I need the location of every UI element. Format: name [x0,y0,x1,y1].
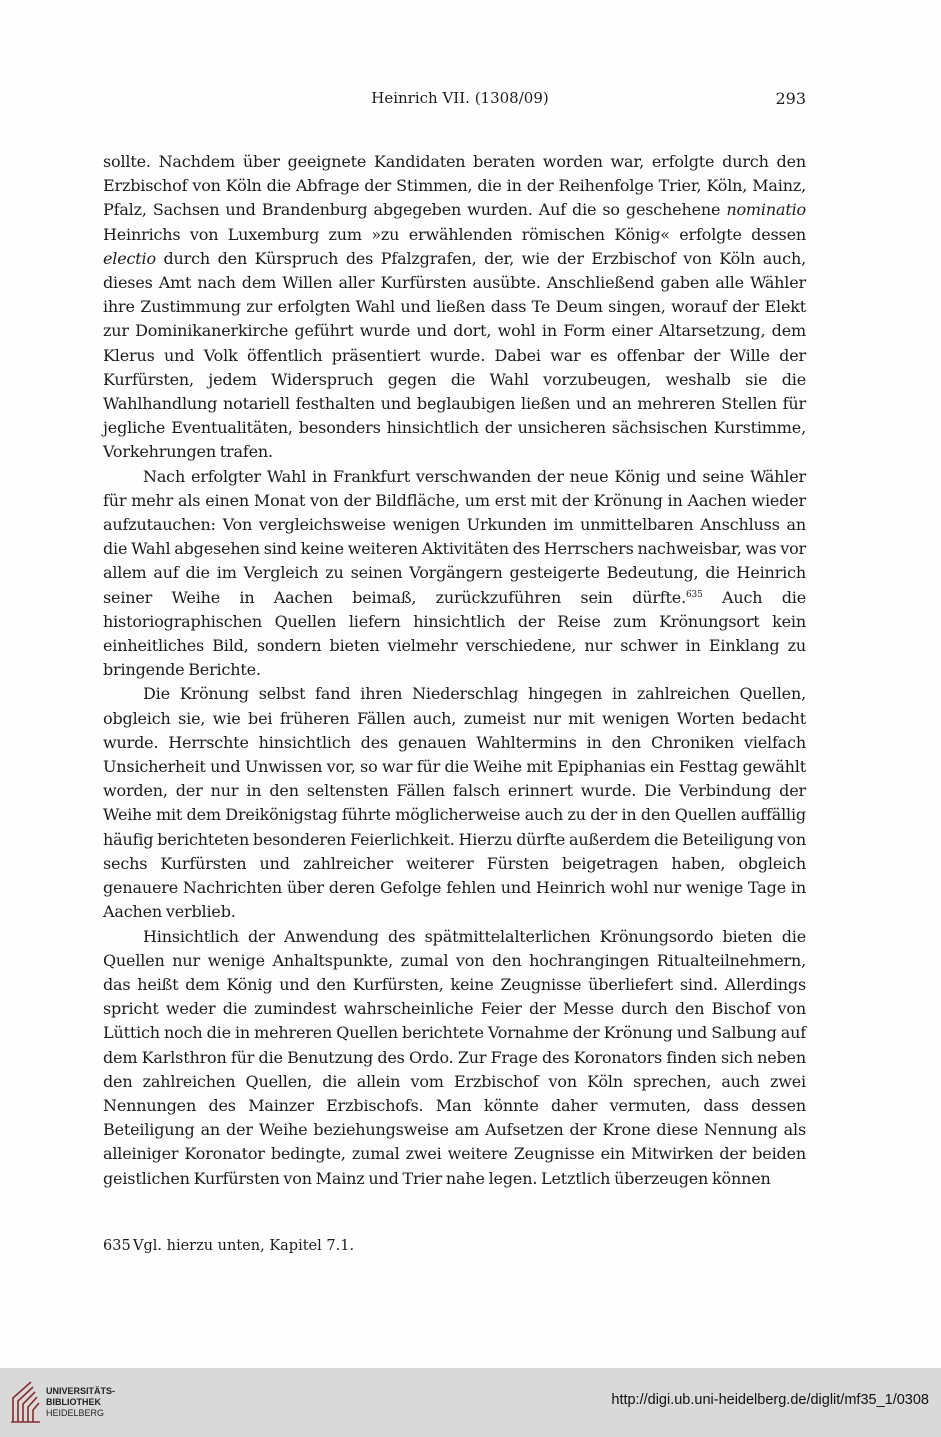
footnote-reference[interactable]: 635 [685,589,703,600]
footnote [103,1236,806,1256]
logo-line-3: HEIDELBERG [46,1408,105,1418]
page-number: 293 [775,89,806,108]
library-emblem-icon [11,1382,40,1422]
running-head [0,89,941,111]
footnote-number: 635 [103,1238,131,1254]
paragraph-1-text-b: Heinrichs von Luxemburg zum »zu erwählenden römischen König« erfolgte dessen [103,224,806,244]
paragraph-4: Hinsichtlich der Anwendung des spätmittelalterlichen Krönungsordo bieten die Quellen nur wenige Anhaltspunkte, zumal von den hochrangingen Ritualteilnehmern, das heißt dem König und den Kurfürsten, keine Zeugnisse überliefert sind. Allerdings spricht weder die zumindest wahrscheinliche Feier der Messe durch den Bischof von Lüttich noch die in mehreren Quellen berichtete Vornahme der Krönung und Salbung auf dem Karlsthron für die Benutzung des Ordo. Zur Frage des Koronators finden sich neben den zahlreichen Quellen, die allein vom Erzbischof von Köln sprechen, auch zwei Nennungen des Mainzer Erzbischofs. Man könnte daher vermuten, dass dessen Beteiligung an der Weihe beziehungsweise am Aufsetzen der Krone diese Nennung als alleiniger Koronator bedingte, zumal zwei weitere Zeugnisse ein Mitwirken der beiden geistlichen Kurfürsten von Mainz und Trier nahe legen. Letztlich überzeugen können [103,926,806,1188]
document-url-link[interactable]: http://digi.ub.uni-heidelberg.de/diglit/mf35_1/0308 [611,1392,929,1408]
running-title: Heinrich VII. (1308/09) [371,89,549,107]
footnote-text: Vgl. hierzu unten, Kapitel 7.1. [133,1238,355,1254]
term-electio: electio [103,248,156,268]
paragraph-1-text-c: durch den Kürspruch des Pfalzgrafen, der, wie der Erzbischof von Köln auch, dieses Amt nach dem Willen aller Kurfürsten ausübte. Anschließend gaben alle Wähler ihre Zustimmung zur erfolgten Wahl und ließen dass Te Deum singen, worauf der Elekt zur Dominikanerkirche geführt wurde und dort, wohl in Form einer Altarsetzung, dem Klerus und Volk öffentlich präsentiert wurde. Dabei war es offenbar der Wille der Kurfürsten, jedem Widerspruch gegen die Wahl vorzubeugen, weshalb sie die Wahlhandlung notariell festhalten und beglaubigen ließen und an mehreren Stellen für jegliche Eventualitäten, besonders hinsichtlich der unsicheren sächsischen Kurstimme, Vorkehrungen trafen. [103,248,806,462]
main-text [103,150,806,1191]
paragraph-1 [103,150,806,465]
paragraph-2-text-a: Nach erfolgter Wahl in Frankfurt verschwanden der neue König und seine Wähler für mehr als einen Monat von der Bildfläche, um erst mit der Krönung in Aachen wieder aufzutauchen: Von vergleichsweise wenigen Urkunden im unmittelbaren Anschluss an die Wahl abgesehen sind keine weiteren Aktivitäten des Herrschers nachweisbar, was vor allem auf die im Vergleich zu seinen Vorgängern gesteigerte Bedeutung, die Heinrich seiner Weihe in Aachen beimaß, zurückzuführen sein dürfte. [103,466,806,607]
footnotes [103,1236,806,1256]
paragraph-2-text-b: Auch die historiographischen Quellen liefern hinsichtlich der Reise zum Krönungsort kein einheitliches Bild, sondern bieten vielmehr verschiedene, nur schwer in Einklang zu bringende Berichte. [103,587,806,680]
viewer-footer [0,1368,941,1437]
term-nominatio: nominatio [726,200,806,220]
paragraph-3: Die Krönung selbst fand ihren Niederschlag hingegen in zahlreichen Quellen, obgleich sie, wie bei früheren Fällen auch, zumeist nur mit wenigen Worten bedacht wurde. Herrschte hinsichtlich des genauen Wahltermins in den Chroniken vielfach Unsicherheit und Unwissen vor, so war für die Weihe mit Epiphanias ein Festtag gewählt worden, der nur in den seltensten Fällen falsch erinnert wurde. Die Verbindung der Weihe mit dem Dreikönigstag führte möglicherweise auch zu der in den Quellen auffällig häufig berichteten besonderen Feierlichkeit. Hierzu dürfte außerdem die Beteiligung von sechs Kurfürsten und zahlreicher weiterer Fürsten beigetragen haben, obgleich genauere Nachrichten über deren Gefolge fehlen und Heinrich wohl nur wenige Tage in Aachen verblieb. [103,684,806,922]
logo-line-2: BIBLIOTHEK [46,1397,101,1407]
university-library-logo[interactable] [8,1377,128,1425]
paragraph-1-text-a: sollte. Nachdem über geeignete Kandidaten beraten worden war, erfolgte durch den Erzbischof von Köln die Abfrage der Stimmen, die in der Reihenfolge Trier, Köln, Mainz, Pfalz, Sachsen und Brandenburg abgegeben wurden. Auf die so geschehene [103,152,806,220]
paragraph-2 [103,465,806,683]
logo-line-1: UNIVERSITÄTS- [46,1386,116,1396]
